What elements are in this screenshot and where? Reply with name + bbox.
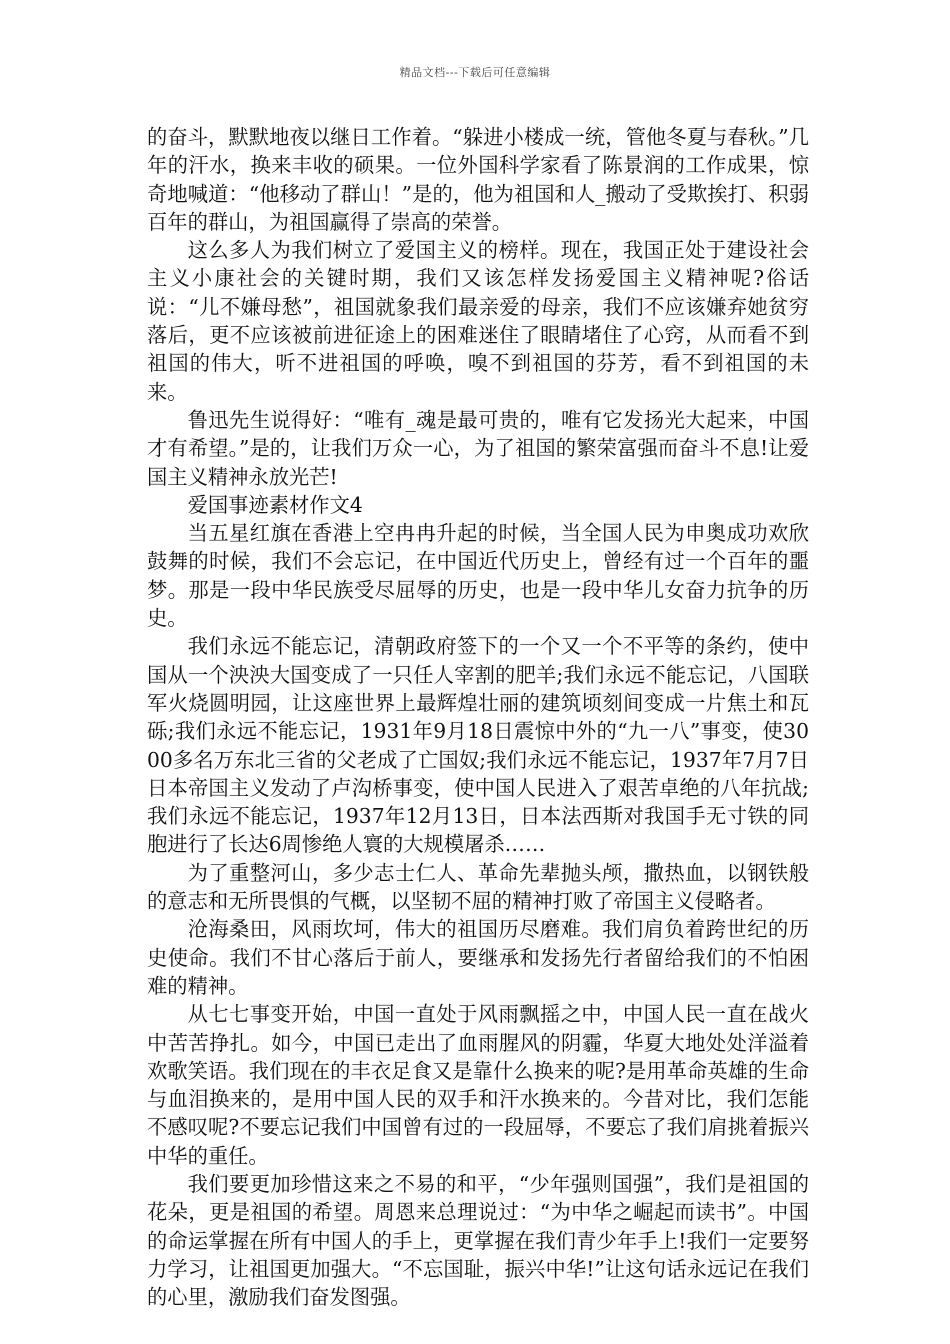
paragraph: 鲁迅先生说得好：“唯有_魂是最可贵的，唯有它发扬光大起来，中国才有希望。”是的，让我们万众一心，为了祖国的繁荣富强而奋斗不息!让爱国主义精神永放光芒! xyxy=(147,407,809,489)
document-body xyxy=(147,123,809,1311)
paragraph: 这么多人为我们树立了爱国主义的榜样。现在，我国正处于建设社会主义小康社会的关键时期，我们又该怎样发扬爱国主义精神呢?俗话说：“儿不嫌母愁”，祖国就象我们最亲爱的母亲，我们不应该嫌弃她贫穷落后，更不应该被前进征途上的困难迷住了眼睛堵住了心窍，从而看不到祖国的伟大，听不进祖国的呼唤，嗅不到祖国的芬芳，看不到祖国的未来。 xyxy=(147,238,809,404)
section-title: 爱国事迹素材作文4 xyxy=(187,492,363,517)
paragraph: 为了重整河山，多少志士仁人、革命先辈抛头颅，撒热血，以钢铁般的意志和无所畏惧的气概，以坚韧不屈的精神打败了帝国主义侵略者。 xyxy=(147,860,809,914)
paragraph: 我们永远不能忘记，清朝政府签下的一个又一个不平等的条约，使中国从一个泱泱大国变成了一只任人宰割的肥羊;我们永远不能忘记，八国联军火烧圆明园，让这座世界上最辉煌壮丽的建筑顷刻间变成一片焦土和瓦砾;我们永远不能忘记，1931年9月18日震惊中外的“九一八”事变，使3000多名万东北三省的父老成了亡国奴;我们永远不能忘记，1937年7月7日日本帝国主义发动了卢沟桥事变，使中国人民进入了艰苦卓绝的八年抗战;我们永远不能忘记，1937年12月13日，日本法西斯对我国手无寸铁的同胞进行了长达6周惨绝人寰的大规模屠杀…… xyxy=(147,634,809,857)
paragraph: 沧海桑田，风雨坎坷，伟大的祖国历尽磨难。我们肩负着跨世纪的历史使命。我们不甘心落后于前人，要继承和发扬先行者留给我们的不怕困难的精神。 xyxy=(147,917,809,998)
paragraph: 从七七事变开始，中国一直处于风雨飘摇之中，中国人民一直在战火中苦苦挣扎。如今，中国已走出了血雨腥风的阴霾，华夏大地处处洋溢着欢歌笑语。我们现在的丰衣足食又是靠什么换来的呢?是用革命英雄的生命与血泪换来的，是用中国人民的双手和汗水换来的。今昔对比，我们怎能不感叹呢?不要忘记我们中国曾有过的一段屈辱，不要忘了我们肩挑着振兴中华的重任。 xyxy=(147,1002,809,1168)
page-header: 精品文档---下载后可任意编辑 xyxy=(399,66,551,79)
paragraph-continuation: 的奋斗，默默地夜以继日工作着。“躲进小楼成一统，管他冬夏与春秋。”几年的汗水，换来丰收的硕果。一位外国科学家看了陈景润的工作成果，惊奇地喊道：“他移动了群山！”是的，他为祖国和人_搬动了受欺挨打、积弱百年的群山，为祖国赢得了崇高的荣誉。 xyxy=(147,125,809,234)
paragraph: 我们要更加珍惜这来之不易的和平，“少年强则国强”，我们是祖国的花朵，更是祖国的希望。周恩来总理说过：“为中华之崛起而读书”。中国的命运掌握在所有中国人的手上，更掌握在我们青少年手上!我们一定要努力学习，让祖国更加强大。“不忘国耻，振兴中华!”让这句话永远记在我们的心里，激励我们奋发图强。 xyxy=(147,1171,809,1310)
paragraph: 当五星红旗在香港上空冉冉升起的时候，当全国人民为申奥成功欢欣鼓舞的时候，我们不会忘记，在中国近代历史上，曾经有过一个百年的噩梦。那是一段中华民族受尽屈辱的历史，也是一段中华儿女奋力抗争的历史。 xyxy=(147,521,809,631)
